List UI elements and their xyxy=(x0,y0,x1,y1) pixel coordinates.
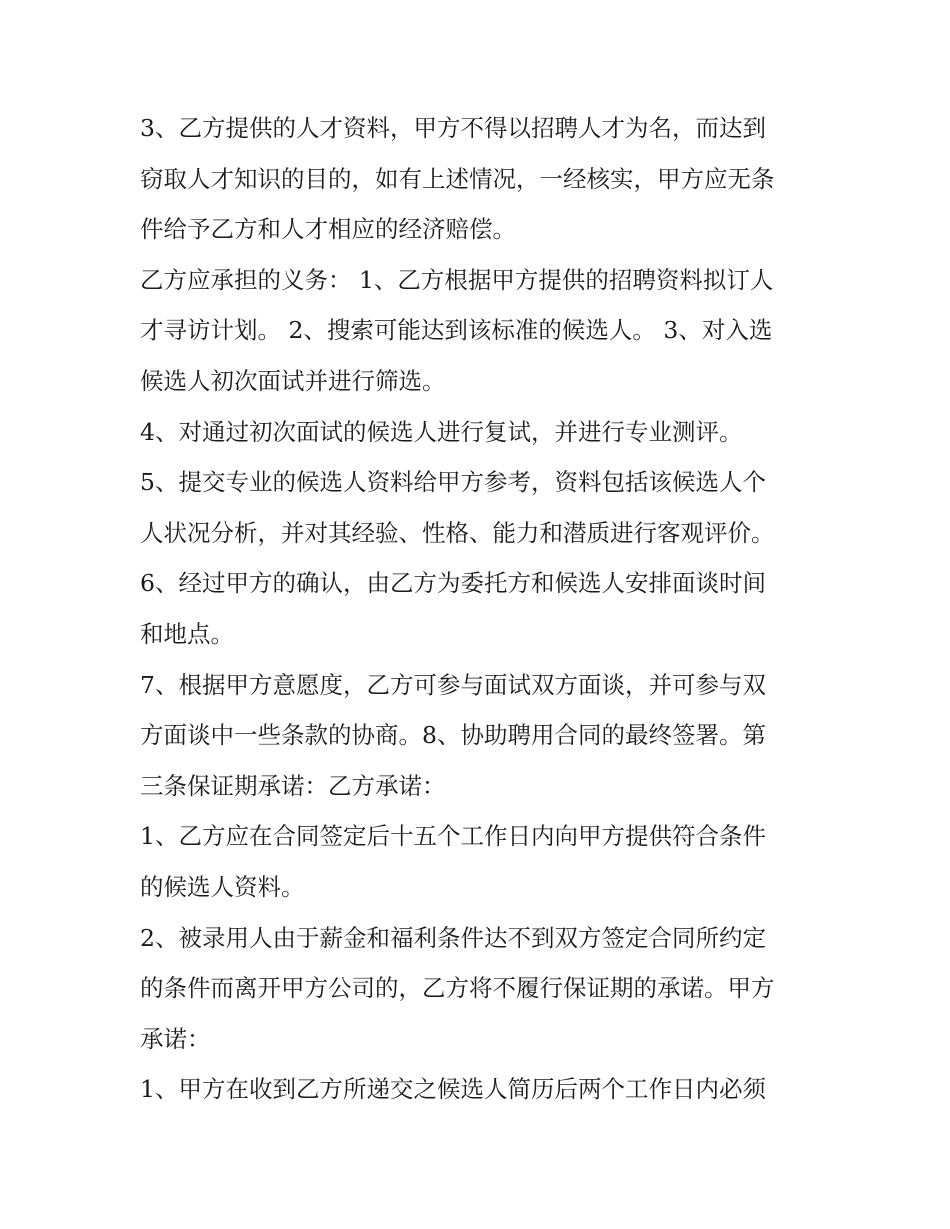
text-line: 3、乙方提供的人才资料，甲方不得以招聘人才为名，而达到 xyxy=(140,114,766,142)
text-line: 1、乙方应在合同签定后十五个工作日内向甲方提供符合条件 xyxy=(140,822,766,851)
text-line: 候选人初次面试并进行筛选。 xyxy=(140,366,446,395)
text-line: 的候选人资料。 xyxy=(140,872,305,901)
text-line: 三条保证期承诺：乙方承诺： xyxy=(140,771,446,800)
document-page xyxy=(140,103,810,1115)
text-line: 方面谈中一些条款的协商。8、协助聘用合同的最终签署。第 xyxy=(140,721,766,750)
text-line: 2、被录用人由于薪金和福利条件达不到双方签定合同所约定 xyxy=(140,923,766,952)
text-line: 7、根据甲方意愿度，乙方可参与面试双方面谈，并可参与双 xyxy=(140,670,766,699)
text-line: 承诺： xyxy=(140,1024,211,1053)
text-line: 人状况分析，并对其经验、性格、能力和潜质进行客观评价。 xyxy=(140,518,775,547)
text-line: 4、对通过初次面试的候选人进行复试，并进行专业测评。 xyxy=(140,417,743,446)
text-line: 窃取人才知识的目的，如有上述情况，一经核实，甲方应无条 xyxy=(140,164,775,193)
text-line: 1、甲方在收到乙方所递交之候选人简历后两个工作日内必须 xyxy=(140,1075,766,1104)
text-line: 乙方应承担的义务： 1、乙方根据甲方提供的招聘资料拟订人 xyxy=(140,265,774,294)
text-line: 6、经过甲方的确认，由乙方为委托方和候选人安排面谈时间 xyxy=(140,569,766,598)
text-line: 件给予乙方和人才相应的经济赔偿。 xyxy=(140,215,516,244)
text-line: 才寻访计划。 2、搜索可能达到该标准的候选人。 3、对入选 xyxy=(140,316,773,345)
text-line: 的条件而离开甲方公司的，乙方将不履行保证期的承诺。甲方 xyxy=(140,974,775,1003)
text-line: 5、提交专业的候选人资料给甲方参考，资料包括该候选人个 xyxy=(140,468,766,497)
text-line: 和地点。 xyxy=(140,619,234,648)
